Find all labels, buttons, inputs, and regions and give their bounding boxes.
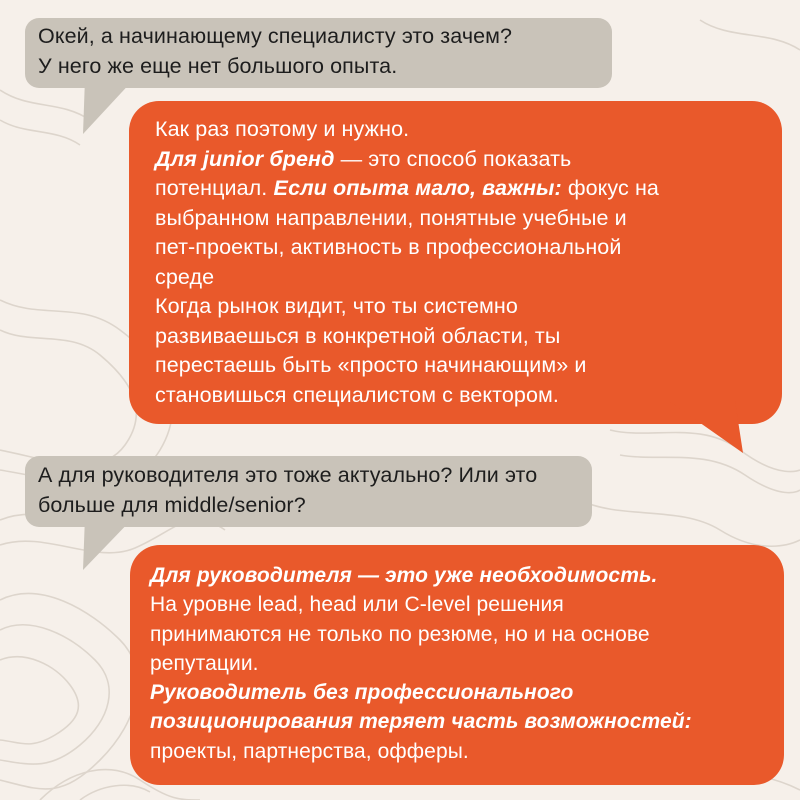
plain-text: Как раз поэтому и нужно. xyxy=(155,117,410,141)
message-line xyxy=(155,322,762,352)
message-text xyxy=(155,115,762,410)
plain-text: фокус на xyxy=(561,176,659,200)
message-line xyxy=(150,590,770,619)
message-line xyxy=(155,381,762,411)
message-line xyxy=(38,22,612,52)
message-line xyxy=(155,233,762,263)
emphasis-text: Руководитель без профессионального xyxy=(150,681,574,705)
message-line xyxy=(155,145,762,175)
plain-text: проекты, партнерства, офферы. xyxy=(150,739,469,763)
plain-text: перестаешь быть «просто начинающим» и xyxy=(155,353,587,377)
plain-text: выбранном направлении, понятные учебные и xyxy=(155,205,627,230)
message-line xyxy=(38,52,612,82)
message-line xyxy=(150,620,770,649)
emphasis-text: Если опыта мало, важны: xyxy=(273,176,562,200)
answer-bubble-2 xyxy=(130,545,784,785)
plain-text: пет-проекты, активность в профессиональной xyxy=(155,235,622,259)
message-text xyxy=(38,461,592,520)
message-line xyxy=(150,678,770,707)
message-line xyxy=(155,351,762,381)
plain-text: А для руководителя это тоже актуально? Или это xyxy=(38,463,538,487)
message-line xyxy=(150,707,770,736)
message-line xyxy=(155,204,762,234)
plain-text: У него же еще нет большого опыта. xyxy=(38,53,398,78)
message-line xyxy=(150,561,770,590)
plain-text: потенциал. xyxy=(155,176,274,200)
answer-bubble-1 xyxy=(129,101,782,424)
message-line xyxy=(150,737,770,766)
plain-text: среде xyxy=(155,264,215,289)
message-line xyxy=(38,461,592,491)
message-line xyxy=(155,174,762,204)
message-line xyxy=(38,491,592,521)
message-line xyxy=(150,649,770,678)
message-line xyxy=(155,292,762,322)
plain-text: — это способ показать xyxy=(334,146,572,171)
plain-text: принимаются не только по резюме, но и на основе xyxy=(150,622,650,646)
emphasis-text: Для junior бренд xyxy=(155,146,335,171)
message-line xyxy=(155,263,762,293)
plain-text: Окей, а начинающему специалисту это зачем? xyxy=(38,24,513,48)
question-bubble-2 xyxy=(25,456,592,527)
emphasis-text: позиционирования теряет часть возможностей: xyxy=(150,710,692,734)
plain-text: репутации. xyxy=(150,651,259,675)
plain-text: становишься специалистом с вектором. xyxy=(155,382,559,407)
emphasis-text: Для руководителя — это уже необходимость. xyxy=(150,564,658,587)
plain-text: развиваешься в конкретной области, ты xyxy=(155,323,561,348)
message-line xyxy=(155,115,762,145)
plain-text: Когда рынок видит, что ты системно xyxy=(155,294,518,318)
question-bubble-1 xyxy=(25,18,612,88)
message-text xyxy=(38,22,612,81)
message-text xyxy=(150,561,770,766)
bubble-tail xyxy=(669,401,749,461)
plain-text: больше для middle/senior? xyxy=(38,492,306,517)
plain-text: На уровне lead, head или C-level решения xyxy=(150,593,564,617)
